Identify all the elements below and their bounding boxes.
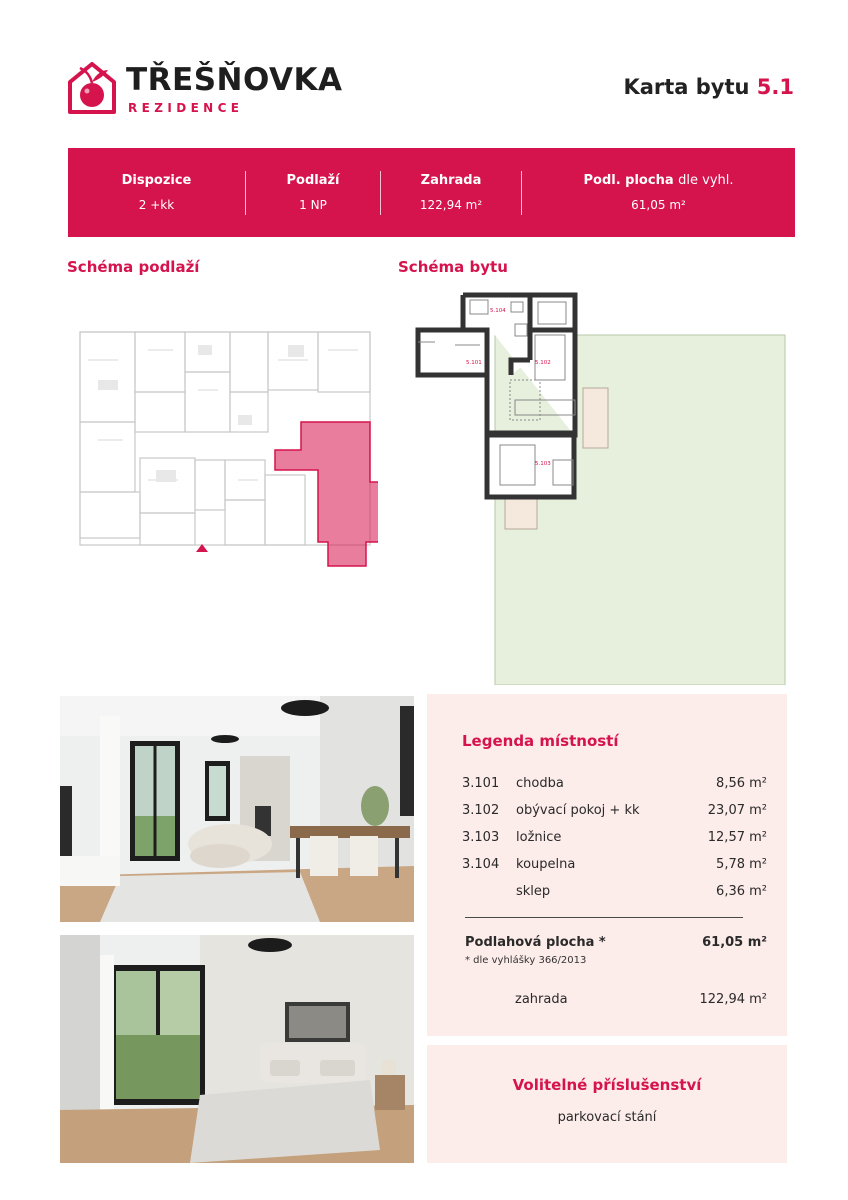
room-legend (427, 694, 787, 1036)
room-code: 3.103 (462, 830, 500, 845)
zahrada-label: Zahrada (420, 173, 482, 188)
info-podlazi (246, 148, 380, 237)
legend-row (462, 776, 767, 796)
room-name: sklep (516, 884, 551, 899)
info-plocha (522, 148, 795, 237)
room-area: 23,07 m² (707, 803, 767, 818)
dispozice-value: 2 +kk (138, 198, 175, 212)
accessories-title: Volitelné příslušenství (512, 1076, 702, 1094)
info-bar (68, 148, 795, 237)
apartment-schema-title: Schéma bytu (398, 258, 508, 276)
dispozice-label: Dispozice (121, 173, 192, 188)
podlazi-value: 1 NP (299, 198, 327, 212)
plan-label-101: 5.101 (466, 360, 482, 366)
room-area: 5,78 m² (716, 857, 767, 872)
legend-row (462, 830, 767, 850)
brand-name: TŘEŠŇOVKA (126, 62, 343, 98)
info-zahrada (381, 148, 521, 237)
plocha-label-main: Podl. plocha (583, 173, 674, 188)
card-title (623, 75, 794, 99)
plan-label-102: 5.102 (535, 360, 551, 366)
podlazi-label: Podlaží (286, 173, 340, 188)
legend-title: Legenda místností (462, 732, 619, 750)
legend-divider (465, 917, 743, 918)
garden-area: 122,94 m² (699, 992, 767, 1007)
zahrada-value: 122,94 m² (419, 198, 483, 212)
room-code: 3.104 (462, 857, 500, 872)
floor-schema-title: Schéma podlaží (67, 258, 200, 276)
plan-label-103: 5.103 (535, 461, 551, 467)
room-code: 3.102 (462, 803, 500, 818)
apartment-plan (415, 290, 795, 685)
plan-label-104: 5.104 (490, 308, 506, 314)
room-area: 12,57 m² (707, 830, 767, 845)
legend-row (462, 857, 767, 877)
brand-logo (66, 58, 343, 120)
room-area: 6,36 m² (716, 884, 767, 899)
legend-row (462, 803, 767, 823)
garden-row (515, 992, 767, 1007)
room-name: obývací pokoj + kk (516, 803, 640, 818)
cherry-house-icon (66, 58, 118, 116)
garden-label: zahrada (515, 992, 568, 1007)
total-area-value: 61,05 m² (702, 935, 767, 950)
card-title-label: Karta bytu (623, 75, 750, 99)
room-name: ložnice (516, 830, 562, 845)
floor-plan (78, 320, 378, 570)
room-area: 8,56 m² (716, 776, 767, 791)
plocha-value: 61,05 m² (631, 198, 686, 212)
room-code: 3.101 (462, 776, 500, 791)
brand-subtitle: REZIDENCE (128, 101, 244, 115)
accessories-item: parkovací stání (557, 1110, 657, 1125)
living-room-photo (60, 696, 414, 922)
total-area-label: Podlahová plocha * (465, 935, 606, 950)
info-dispozice (68, 148, 245, 237)
total-area-note: * dle vyhlášky 366/2013 (465, 955, 587, 966)
plocha-label (583, 173, 733, 188)
room-name: chodba (516, 776, 564, 791)
bedroom-photo (60, 935, 414, 1163)
plocha-label-suffix: dle vyhl. (678, 173, 734, 188)
room-name: koupelna (516, 857, 576, 872)
legend-row (462, 884, 767, 904)
card-number: 5.1 (756, 75, 794, 99)
accessories-box (427, 1045, 787, 1163)
